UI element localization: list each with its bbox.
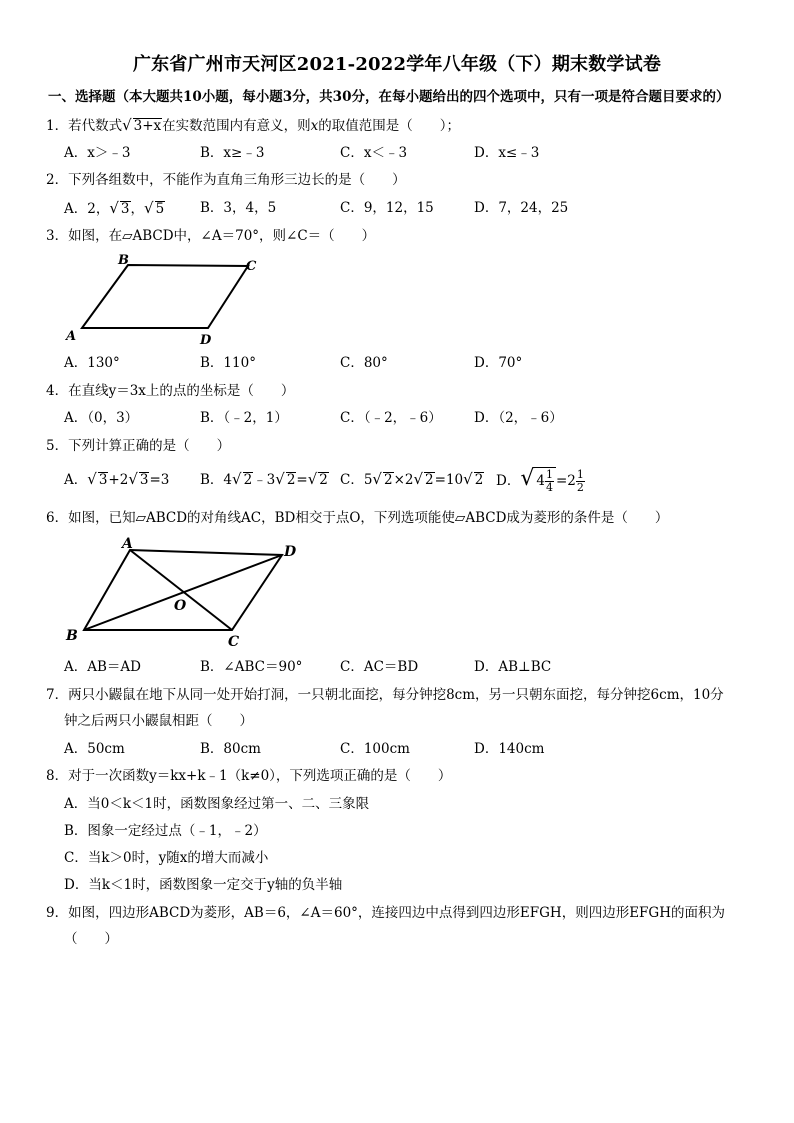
vertex-label-b: B: [118, 253, 129, 268]
q1-var: x: [310, 118, 319, 134]
q3-option-b: B．110°: [200, 355, 256, 371]
q4-option-b: B．（﹣2，1）: [200, 410, 288, 426]
q5-a-r2: 3: [139, 472, 149, 488]
q5-option-c: [340, 470, 484, 489]
radical-sign-icon: √: [372, 470, 382, 488]
vertex-label-c: C: [228, 634, 240, 650]
radical-sign-icon: √: [307, 470, 318, 488]
question-1-stem: [46, 116, 460, 135]
parallelogram-abcd: [82, 265, 248, 328]
q1-option-d: D．x≤﹣3: [474, 145, 540, 161]
q1-radicand: 3+x: [133, 118, 162, 134]
radical-sign-icon: √: [122, 116, 132, 134]
q2-option-d: D．7，24，25: [474, 200, 569, 216]
q5-option-a: [64, 470, 169, 489]
rhombus-figure: [60, 532, 310, 652]
radical-sign-icon: √: [144, 199, 154, 217]
vertex-label-a: A: [122, 536, 133, 552]
q5-d-whole: 4: [536, 473, 545, 489]
question-9-line1: 9．如图，四边形ABCD为菱形，AB＝6，∠A＝60°，连接四边中点得到四边形EFGH，则四边形EFGH的面积为: [46, 905, 725, 921]
radical-sign-icon: √: [520, 466, 535, 491]
q5-option-d: [496, 464, 585, 496]
q4-option-d: D．（2，﹣6）: [474, 410, 563, 426]
q5-d-num: 1: [545, 468, 553, 481]
diagonal-bd: [84, 555, 282, 630]
q3-option-d: D．70°: [474, 355, 523, 371]
q1-post: 在实数范围内有意义，则: [162, 118, 311, 134]
q5-d-den: 4: [545, 481, 553, 494]
q5-a-r1: 3: [98, 472, 108, 488]
radical-sign-icon: √: [232, 470, 242, 488]
radical-sign-icon: √: [463, 470, 473, 488]
q5-c-r1: 2: [383, 472, 393, 488]
q1-option-a: A．x＞﹣3: [64, 145, 131, 161]
q6-option-c: C．AC＝BD: [340, 659, 419, 675]
vertex-label-b: B: [66, 628, 78, 644]
radical-sign-icon: √: [275, 470, 285, 488]
q4-option-c: C．（﹣2，﹣6）: [340, 410, 442, 426]
q5-a-mid: +2: [108, 472, 129, 488]
q5-d-eq: =2: [555, 473, 576, 489]
question-3-stem: 3．如图，在▱ABCD中，∠A＝70°，则∠C＝（ ）: [46, 228, 376, 244]
diagonal-ac: [130, 550, 232, 630]
q5-b-eq: =: [296, 472, 308, 488]
q5-c-prefix: C．5: [340, 472, 373, 488]
q2-a-mid: ，: [130, 201, 144, 217]
parallelogram-figure: [60, 250, 270, 350]
radical-sign-icon: √: [87, 470, 97, 488]
q5-option-b: [200, 470, 329, 489]
q8-option-d: D．当k＜1时，函数图象一定交于y轴的负半轴: [64, 877, 343, 893]
q5-c-r3: 2: [474, 472, 484, 488]
q5-d-den2: 2: [576, 481, 584, 494]
q1-post2: 的取值范围是（ ）；: [318, 118, 461, 134]
q7-option-a: A．50cm: [64, 741, 125, 757]
q5-d-frac: [545, 469, 554, 494]
section-heading: 一、选择题（本大题共10小题，每小题3分，共30分，在每小题给出的四个选项中，只有一项是符合题目要求的）: [48, 89, 730, 105]
q5-b-r1: 2: [243, 472, 253, 488]
q1-pre: 1．若代数式: [46, 118, 123, 134]
center-label-o: O: [174, 598, 187, 614]
q5-a-prefix: A．: [64, 472, 88, 488]
radical-sign-icon: √: [413, 470, 424, 488]
q3-option-c: C．80°: [340, 355, 388, 371]
radical-sign-icon: √: [109, 199, 119, 217]
q2-option-b: B．3，4，5: [200, 200, 277, 216]
vertex-label-d: D: [200, 333, 212, 348]
q5-c-eq: =10: [434, 472, 464, 488]
q8-option-c: C．当k＞0时，y随x的增大而减小: [64, 850, 269, 866]
q7-option-c: C．100cm: [340, 741, 410, 757]
question-9-line2: （ ）: [64, 931, 118, 947]
question-7-line1: 7．两只小鼹鼠在地下从同一处开始打洞，一只朝北面挖，每分钟挖8cm，另一只朝东面挖，每分钟挖6cm，10分: [46, 687, 724, 703]
q6-option-a: A．AB＝AD: [64, 659, 141, 675]
q2-a-pre: A．2，: [64, 201, 110, 217]
q5-c-r2: 2: [425, 472, 434, 488]
q2-option-c: C．9，12，15: [340, 200, 434, 216]
q2-option-a: [64, 199, 165, 218]
exam-title: 广东省广州市天河区2021-2022学年八年级（下）期末数学试卷: [132, 54, 662, 75]
question-2-stem: 2．下列各组数中，不能作为直角三角形三边长的是（ ）: [46, 172, 406, 188]
vertex-label-c: C: [246, 259, 257, 274]
q1-option-c: C．x＜﹣3: [340, 145, 408, 161]
question-4-stem: 4．在直线y＝3x上的点的坐标是（ ）: [46, 383, 295, 399]
q5-d-num2: 1: [576, 468, 584, 481]
radical-sign-icon: √: [128, 470, 138, 488]
question-5-stem: 5．下列计算正确的是（ ）: [46, 438, 231, 454]
question-7-line2: 钟之后两只小鼹鼠相距（ ）: [64, 713, 253, 729]
q8-option-a: A．当0＜k＜1时，函数图象经过第一、二、三象限: [64, 796, 370, 812]
q5-c-mid: ×2: [393, 472, 414, 488]
q4-option-a: A．（0，3）: [64, 410, 139, 426]
vertex-label-a: A: [66, 329, 77, 344]
q5-b-prefix: B．4: [200, 472, 233, 488]
q5-b-r2: 2: [286, 472, 296, 488]
question-8-stem: 8．对于一次函数y＝kx+k﹣1（k≠0），下列选项正确的是（ ）: [46, 768, 452, 784]
q3-option-a: A．130°: [64, 355, 120, 371]
q5-d-radicand: [534, 467, 556, 494]
q7-option-b: B．80cm: [200, 741, 261, 757]
q6-option-b: B．∠ABC＝90°: [200, 659, 303, 675]
q5-b-mid: ﹣3: [253, 472, 276, 488]
q5-a-eq: =3: [149, 472, 170, 488]
q7-option-d: D．140cm: [474, 741, 545, 757]
q1-option-b: B．x≥﹣3: [200, 145, 265, 161]
q5-b-r3: 2: [319, 472, 328, 488]
q2-a-r1: 3: [120, 201, 130, 217]
q2-a-r2: 5: [155, 201, 165, 217]
vertex-label-d: D: [284, 544, 297, 560]
q8-option-b: B．图象一定经过点（﹣1，﹣2）: [64, 823, 267, 839]
q6-option-d: D．AB⊥BC: [474, 659, 552, 675]
question-6-stem: 6．如图，已知▱ABCD的对角线AC，BD相交于点O，下列选项能使▱ABCD成为菱形的条件是（ ）: [46, 510, 669, 526]
q5-d-prefix: D．: [496, 473, 521, 489]
q5-d-frac2: [576, 469, 585, 494]
